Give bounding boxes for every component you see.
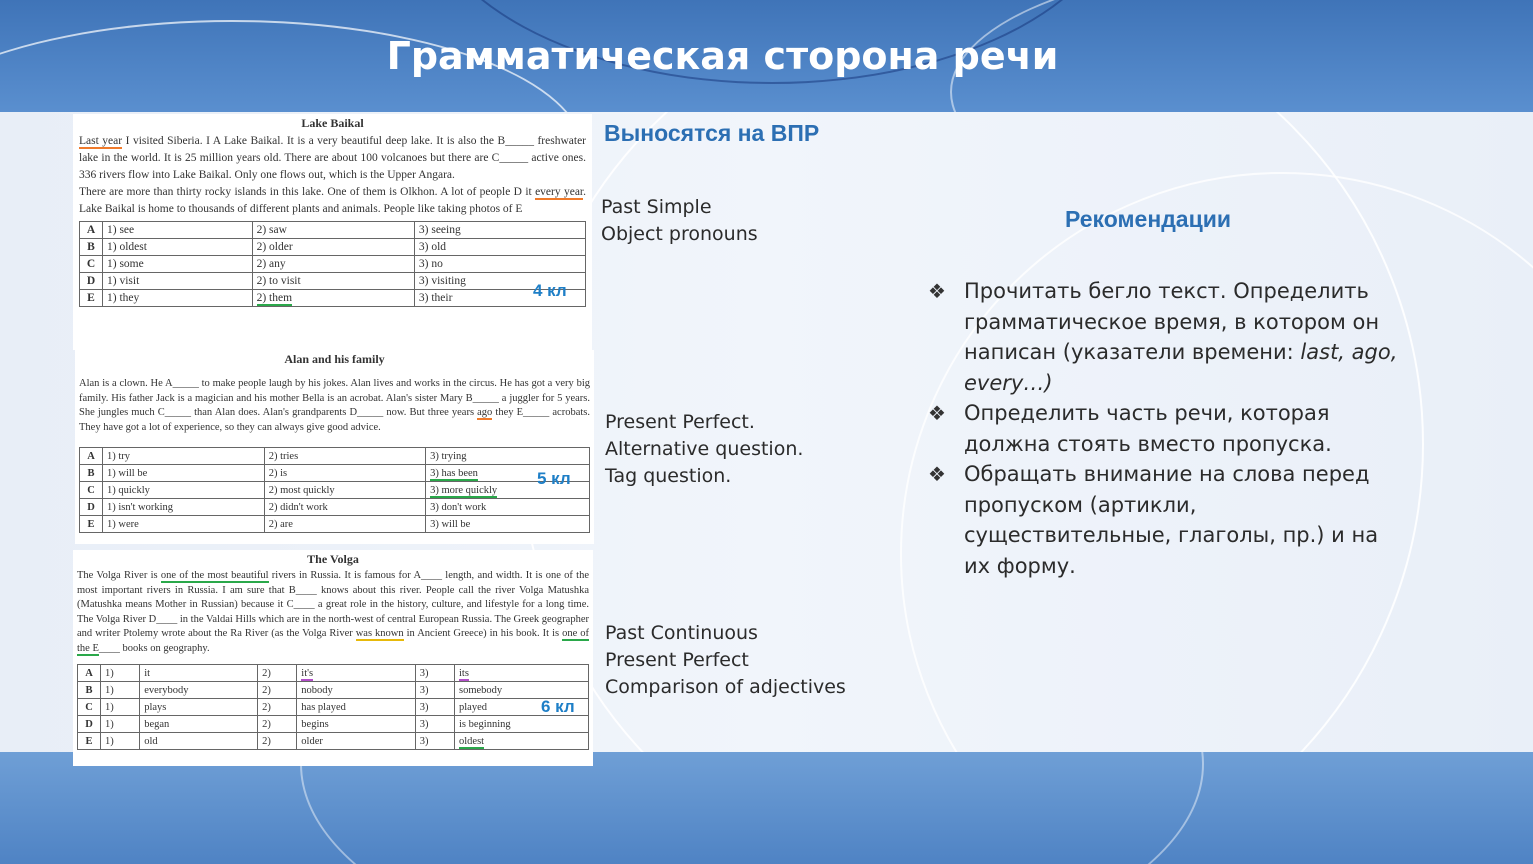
vpr-heading: Выносятся на ВПР xyxy=(604,120,820,146)
table-row xyxy=(80,448,590,465)
grade-label-5: 5 кл xyxy=(537,469,571,488)
recommendation-item xyxy=(928,276,1408,398)
diamond-bullet-icon: ❖ xyxy=(928,279,946,303)
cell-text: 1) were xyxy=(107,518,139,530)
cell-text: E xyxy=(87,291,95,304)
cell-text: B xyxy=(87,467,95,479)
cell-text: 3) has been xyxy=(430,467,478,479)
topic-item: Past Continuous xyxy=(605,622,758,644)
cell-text: 3) seeing xyxy=(418,223,461,236)
option-cell xyxy=(103,290,253,307)
option-cell xyxy=(426,499,590,516)
text-fragment: rivers in Russia. It is famous for A____ length, and width. It is one of the most important rivers in Russia. I am sure that B____ knows about this river. People call the river Volga Matushka (Matushka means Mother in Russian) because it C____ a great role in the history, culture, and lifestyle for a long time. The Volga River D____ in the Valdai Hills which are in the north-west of central European Russia. The Greek geographer and writer Ptolemy wrote about the Ra River (as the Volga River xyxy=(77,570,589,639)
option-cell xyxy=(140,699,258,716)
recommendation-item xyxy=(928,459,1408,581)
cell-text: B xyxy=(85,684,93,696)
option-cell xyxy=(140,682,258,699)
cell-text: it's xyxy=(301,667,314,679)
text-fragment: The Volga River is xyxy=(77,570,161,581)
cell-text: begins xyxy=(301,718,329,730)
cell-text: 2) xyxy=(262,684,271,696)
option-cell xyxy=(101,665,140,682)
cell-text: 2) xyxy=(262,735,271,747)
option-cell xyxy=(103,256,253,273)
option-cell xyxy=(415,665,454,682)
cell-text: 1) xyxy=(105,735,114,747)
cell-text: 1) see xyxy=(107,223,135,236)
cell-text: played xyxy=(459,701,487,713)
highlight-last-year: Last year xyxy=(79,135,123,147)
cell-text: E xyxy=(85,735,93,747)
cell-text: 1) xyxy=(105,684,114,696)
option-cell xyxy=(264,499,425,516)
answer-table xyxy=(77,664,589,750)
option-cell xyxy=(252,239,414,256)
cell-text: 1) xyxy=(105,667,114,679)
option-cell xyxy=(414,222,585,239)
option-cell xyxy=(415,699,454,716)
cell-text: 2) to visit xyxy=(256,274,301,287)
cell-text: E xyxy=(87,518,95,530)
row-key-cell xyxy=(78,682,101,699)
cell-text: 3) xyxy=(419,735,429,747)
table-row xyxy=(80,516,590,533)
cell-text: C xyxy=(87,484,95,496)
cell-text: 3) will be xyxy=(430,518,471,530)
option-cell xyxy=(258,682,297,699)
cell-text: 2) tries xyxy=(268,450,299,462)
option-cell xyxy=(258,716,297,733)
cell-text: 3) xyxy=(419,684,429,696)
recommendation-item xyxy=(928,398,1408,459)
cell-text: 2) are xyxy=(268,518,293,530)
recommendations-list xyxy=(928,276,1408,581)
cell-text: 3) xyxy=(419,718,429,730)
table-row xyxy=(80,290,586,307)
option-cell xyxy=(455,682,589,699)
task-sheet-lake-baikal xyxy=(73,114,592,350)
topic-item: Object pronouns xyxy=(601,223,758,245)
row-key-cell xyxy=(78,733,101,750)
recommendations-title: Рекомендации xyxy=(1065,206,1232,232)
table-row xyxy=(80,273,586,290)
option-cell xyxy=(415,682,454,699)
row-key-cell xyxy=(80,239,103,256)
option-cell xyxy=(297,699,416,716)
footer-band xyxy=(0,752,1533,864)
option-cell xyxy=(252,273,414,290)
cell-text: 3) xyxy=(419,701,429,713)
topic-item: Present Perfect. xyxy=(605,411,755,433)
row-key-cell xyxy=(80,273,103,290)
cell-text: 2) is xyxy=(268,467,288,479)
topic-item: Present Perfect xyxy=(605,649,749,671)
cell-text: somebody xyxy=(459,684,503,696)
topics-grade-5 xyxy=(605,409,803,490)
cell-text: 2) any xyxy=(256,257,286,270)
task-sheet-the-volga xyxy=(73,550,593,766)
option-cell xyxy=(140,665,258,682)
task-title: Lake Baikal xyxy=(301,116,364,130)
cell-text: 3) no xyxy=(418,257,443,270)
task-text xyxy=(79,133,586,218)
cell-text: 1) visit xyxy=(107,274,140,287)
option-cell xyxy=(455,665,589,682)
cell-text: 1) some xyxy=(107,257,144,270)
row-key-cell xyxy=(80,448,103,465)
option-cell xyxy=(264,482,425,499)
option-cell xyxy=(258,699,297,716)
option-cell xyxy=(414,256,585,273)
cell-text: D xyxy=(86,274,96,287)
highlight-was-known: was known xyxy=(355,628,404,639)
row-key-cell xyxy=(80,482,103,499)
cell-text: 3) more quickly xyxy=(430,484,498,496)
option-cell xyxy=(264,448,425,465)
table-row xyxy=(78,733,589,750)
option-cell xyxy=(252,222,414,239)
table-row xyxy=(80,222,586,239)
cell-text: 2) most quickly xyxy=(268,484,335,496)
cell-text: 2) xyxy=(262,718,271,730)
topics-grade-4 xyxy=(601,194,758,248)
task-title: The Volga xyxy=(307,552,359,566)
cell-text: 1) xyxy=(105,718,114,730)
option-cell xyxy=(103,465,265,482)
table-row xyxy=(78,699,589,716)
slide-title: Грамматическая сторона речи xyxy=(386,34,1059,78)
time-markers-text: last, ago, every…) xyxy=(964,340,1398,395)
text-fragment: . Lake Baikal is home to thousands of different plants and animals. People like taking photos of E xyxy=(79,186,586,215)
cell-text: it xyxy=(144,667,151,679)
table-row xyxy=(80,499,590,516)
cell-text: has played xyxy=(301,701,346,713)
diamond-bullet-icon: ❖ xyxy=(928,462,946,486)
option-cell xyxy=(252,290,414,307)
cell-text: 1) will be xyxy=(107,467,148,479)
option-cell xyxy=(101,682,140,699)
cell-text: 1) oldest xyxy=(107,240,147,253)
option-cell xyxy=(455,733,589,750)
cell-text: 2) xyxy=(262,701,271,713)
highlight-every-year: every year xyxy=(535,186,584,198)
answer-table xyxy=(79,221,586,307)
diamond-bullet-icon: ❖ xyxy=(928,401,946,425)
option-cell xyxy=(264,516,425,533)
cell-text: 2) xyxy=(262,667,271,679)
option-cell xyxy=(103,482,265,499)
option-cell xyxy=(258,665,297,682)
cell-text: 2) them xyxy=(256,291,293,304)
cell-text: A xyxy=(86,223,96,236)
row-key-cell xyxy=(80,256,103,273)
cell-text: B xyxy=(87,240,95,253)
highlight-one-of-the-most-beautiful: one of the most beautiful xyxy=(160,570,269,581)
cell-text: C xyxy=(86,257,96,270)
table-row xyxy=(78,716,589,733)
cell-text: nobody xyxy=(301,684,333,696)
cell-text: its xyxy=(459,667,469,679)
row-key-cell xyxy=(80,499,103,516)
option-cell xyxy=(297,733,416,750)
topic-item: Tag question. xyxy=(605,465,732,487)
cell-text: 1) quickly xyxy=(107,484,150,496)
option-cell xyxy=(101,733,140,750)
table-row xyxy=(80,239,586,256)
topics-grade-6 xyxy=(605,620,846,701)
option-cell xyxy=(252,256,414,273)
task-text xyxy=(77,569,589,656)
task-sheet-alan-family xyxy=(75,350,594,544)
option-cell xyxy=(415,733,454,750)
cell-text: 2) older xyxy=(256,240,293,253)
option-cell xyxy=(103,273,253,290)
table-row xyxy=(80,465,590,482)
task-title: Alan and his family xyxy=(284,352,385,366)
topic-item: Alternative question. xyxy=(605,438,804,460)
option-cell xyxy=(455,716,589,733)
row-key-cell xyxy=(80,465,103,482)
table-row xyxy=(78,665,589,682)
option-cell xyxy=(140,716,258,733)
cell-text: oldest xyxy=(459,735,485,747)
cell-text: began xyxy=(144,718,170,730)
cell-text: 2) didn't work xyxy=(268,501,328,513)
option-cell xyxy=(101,699,140,716)
row-key-cell xyxy=(78,665,101,682)
grade-label-6: 6 кл xyxy=(541,697,575,716)
option-cell xyxy=(297,716,416,733)
option-cell xyxy=(103,499,265,516)
cell-text: 2) saw xyxy=(256,223,287,236)
cell-text: 1) they xyxy=(107,291,140,304)
text-fragment: Alan is a clown. He A_____ to make people laugh by his jokes. Alan lives and works in the circus. He has got a very big family. His father Jack is a magician and his mother Bella is an acrobat. Alan's sister Mary B_____ a juggler for 5 years. She jungles much C_____ than Alan does. Alan's grandparents D_____ now. But three years xyxy=(79,378,590,418)
option-cell xyxy=(297,665,416,682)
recommendation-text: Прочитать бегло текст. Определить грамматическое время, в котором он написан (указатели времени: xyxy=(964,279,1380,364)
row-key-cell xyxy=(80,222,103,239)
option-cell xyxy=(264,465,425,482)
cell-text: older xyxy=(301,735,323,747)
highlight-one-of-the: one of the E xyxy=(77,628,589,654)
option-cell xyxy=(415,716,454,733)
option-cell xyxy=(101,716,140,733)
cell-text: 3) their xyxy=(418,291,453,304)
cell-text: 1) isn't working xyxy=(107,501,174,513)
option-cell xyxy=(103,239,253,256)
option-cell xyxy=(103,448,265,465)
cell-text: A xyxy=(85,667,93,679)
cell-text: 3) xyxy=(419,667,429,679)
option-cell xyxy=(103,222,253,239)
task-text xyxy=(79,377,590,435)
topic-item: Past Simple xyxy=(601,196,712,218)
text-fragment: There are more than thirty rocky islands in this lake. One of them is Olkhon. A lot of people D it xyxy=(79,186,536,198)
text-fragment: in Ancient Greece) in his book. It is xyxy=(403,628,563,639)
cell-text: C xyxy=(85,701,93,713)
row-key-cell xyxy=(78,699,101,716)
option-cell xyxy=(414,239,585,256)
cell-text: A xyxy=(87,450,95,462)
cell-text: plays xyxy=(144,701,167,713)
cell-text: is beginning xyxy=(459,718,511,730)
option-cell xyxy=(426,448,590,465)
recommendation-text: Обращать внимание на слова перед пропуском (артикли, существительные, глаголы, пр.) и на их форму. xyxy=(964,462,1379,578)
option-cell xyxy=(258,733,297,750)
table-row xyxy=(78,682,589,699)
cell-text: 3) don't work xyxy=(430,501,487,513)
decorative-curve xyxy=(300,752,1204,864)
topic-item: Comparison of adjectives xyxy=(605,676,846,698)
row-key-cell xyxy=(80,290,103,307)
cell-text: everybody xyxy=(144,684,189,696)
text-fragment: they E_____ acrobats. They have got a lot of experience, so they can always give good advice. xyxy=(79,407,590,433)
row-key-cell xyxy=(78,716,101,733)
highlight-ago: ago xyxy=(477,407,493,418)
recommendation-text: Определить часть речи, которая должна стоять вместо пропуска. xyxy=(964,401,1332,456)
table-row xyxy=(80,256,586,273)
cell-text: 3) trying xyxy=(430,450,467,462)
cell-text: old xyxy=(144,735,158,747)
option-cell xyxy=(140,733,258,750)
row-key-cell xyxy=(80,516,103,533)
table-row xyxy=(80,482,590,499)
cell-text: 3) old xyxy=(418,240,447,253)
option-cell xyxy=(426,516,590,533)
cell-text: 3) visiting xyxy=(418,274,466,287)
answer-table xyxy=(79,447,590,533)
cell-text: 1) xyxy=(105,701,114,713)
grade-label-4: 4 кл xyxy=(533,281,567,300)
text-fragment: ____ books on geography. xyxy=(98,642,210,654)
option-cell xyxy=(297,682,416,699)
cell-text: D xyxy=(87,501,95,513)
cell-text: 1) try xyxy=(107,450,131,462)
text-fragment: I visited Siberia. I A Lake Baikal. It is a very beautiful deep lake. It is also the B_____ freshwater lake in the world. It is 25 million years old. There are about 100 volcanoes but there are C_____ active ones. 336 rivers flow into Lake Baikal. Only one flows out, which is the Upper Angara. xyxy=(79,135,587,181)
option-cell xyxy=(103,516,265,533)
cell-text: D xyxy=(85,718,93,730)
